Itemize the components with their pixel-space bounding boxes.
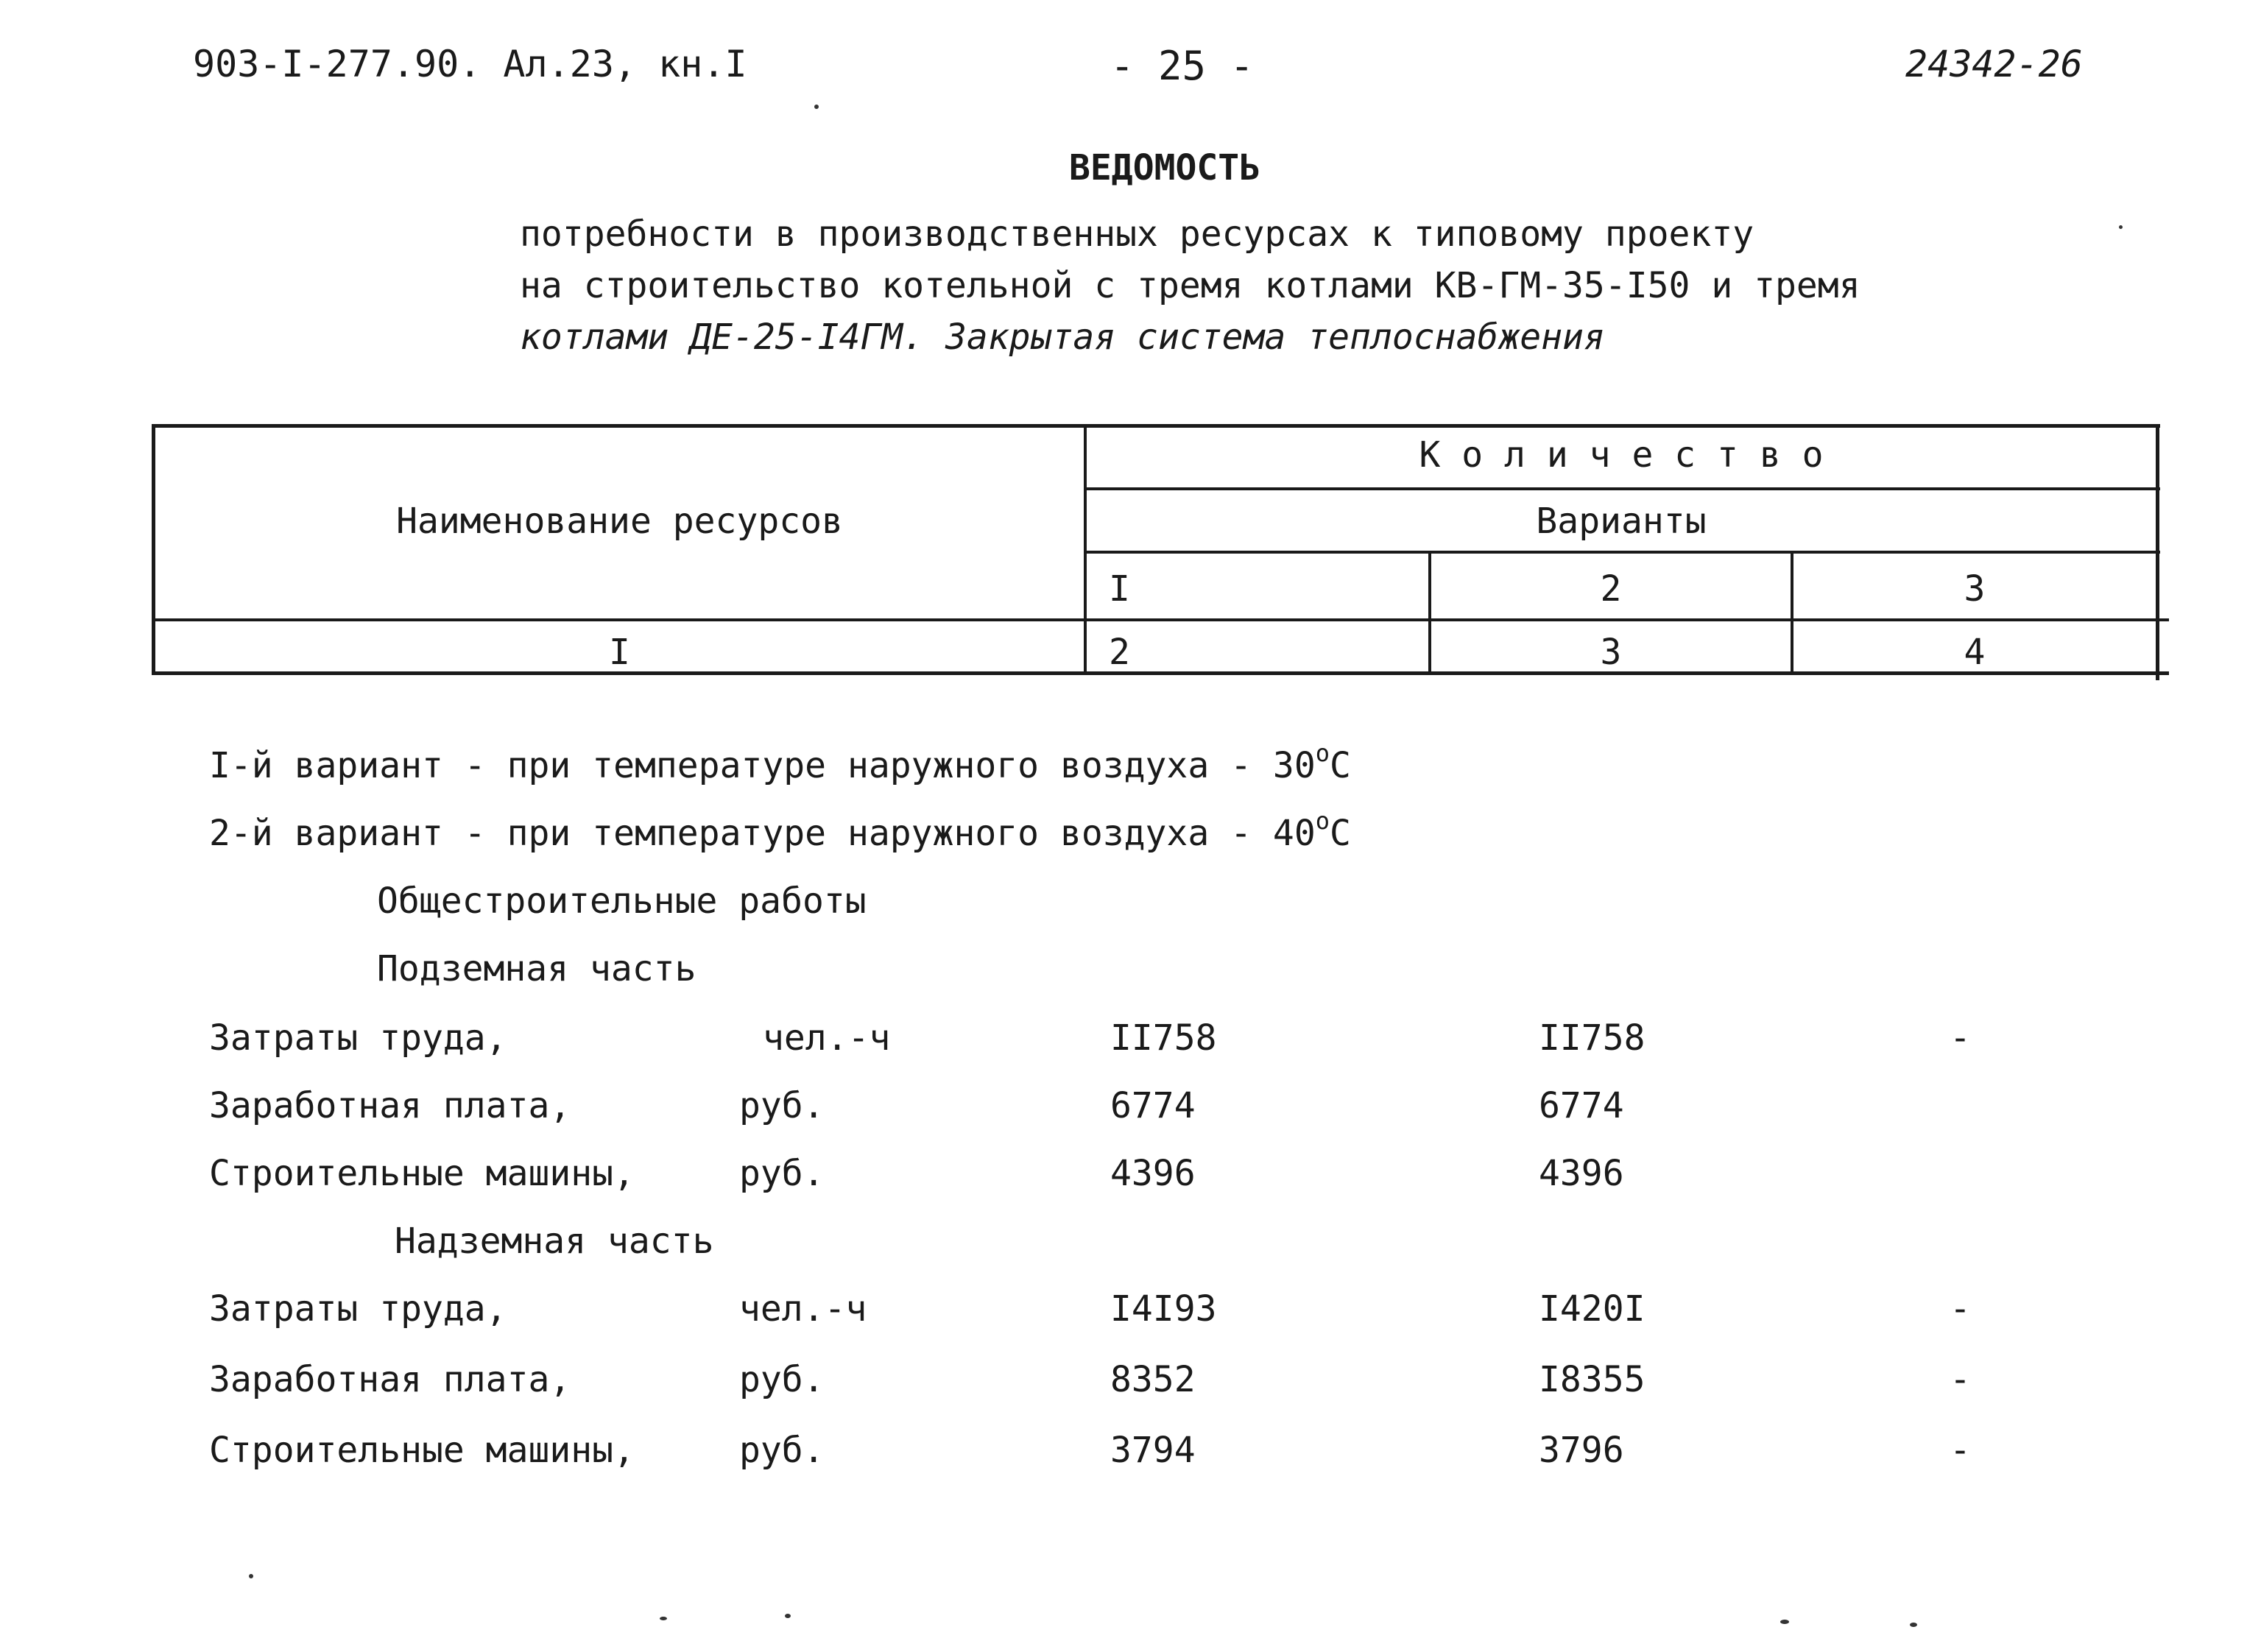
title-line-1: потребности в производственных ресурсах к типовому проекту	[520, 213, 1754, 255]
row-value-variant-1: 6774	[1110, 1085, 1196, 1126]
row-resource-name: Строительные машины,	[209, 1430, 635, 1471]
row-resource-name: Затраты труда,	[209, 1017, 507, 1059]
row-value-variant-1: II758	[1110, 1017, 1217, 1059]
group-title-underground: Подземная часть	[377, 948, 696, 989]
variant-col-2-header: 2	[1600, 568, 1622, 610]
variant-col-1-header: I	[1109, 568, 1130, 610]
scan-speck	[1910, 1623, 1917, 1627]
row-value-variant-3: -	[1950, 1288, 1971, 1330]
row-resource-name: Затраты труда,	[209, 1288, 507, 1330]
row-unit: руб.	[739, 1153, 825, 1194]
resources-table-header	[152, 424, 2160, 680]
row-value-variant-2: II758	[1539, 1017, 1646, 1059]
row-value-variant-3: -	[1950, 1017, 1971, 1059]
row-unit: руб.	[739, 1430, 825, 1471]
row-resource-name: Строительные машины,	[209, 1153, 635, 1194]
title-line-3: котлами ДЕ-25-I4ГМ. Закрытая система теплоснабжения	[520, 317, 1605, 358]
group-title-above-ground: Надземная часть	[395, 1221, 714, 1262]
row-value-variant-2: I8355	[1539, 1359, 1646, 1400]
document-heading: ВЕДОМОСТЬ	[1069, 147, 1261, 188]
variant-note-2: 2-й вариант - при температуре наружного воздуха - 40$^o$C	[209, 807, 1351, 854]
variant-col-3-header: 3	[1964, 568, 1986, 610]
row-unit: чел.-ч	[739, 1288, 867, 1330]
scan-speck	[1780, 1620, 1789, 1624]
col-number-4: 4	[1964, 632, 1986, 673]
row-value-variant-1: 8352	[1110, 1359, 1196, 1400]
scan-speck	[660, 1617, 667, 1620]
variant-note-1: I-й вариант - при температуре наружного воздуха - 30$^o$C	[209, 739, 1351, 786]
row-value-variant-2: 3796	[1539, 1430, 1624, 1471]
row-unit: руб.	[739, 1359, 825, 1400]
inventory-number: 24342-26	[1905, 43, 2083, 85]
row-unit: руб.	[739, 1085, 825, 1126]
col-number-2: 2	[1109, 632, 1130, 673]
page-number: - 25 -	[1110, 43, 1255, 89]
scan-speck	[814, 105, 819, 109]
row-value-variant-3: -	[1950, 1359, 1971, 1400]
col-number-3: 3	[1600, 632, 1622, 673]
row-value-variant-2: 6774	[1539, 1085, 1624, 1126]
row-unit: чел.-ч	[763, 1017, 891, 1059]
section-title: Общестроительные работы	[377, 880, 867, 922]
scan-speck	[2119, 225, 2123, 229]
scan-speck	[249, 1574, 253, 1578]
row-value-variant-1: 3794	[1110, 1430, 1196, 1471]
row-value-variant-1: I4I93	[1110, 1288, 1217, 1330]
row-value-variant-2: I420I	[1539, 1288, 1646, 1330]
quantity-header: К о л и ч е с т в о	[1419, 434, 1824, 476]
column-resource-name-header: Наименование ресурсов	[396, 501, 843, 542]
scan-speck	[785, 1614, 791, 1618]
variants-header: Варианты	[1536, 501, 1707, 542]
row-value-variant-2: 4396	[1539, 1153, 1624, 1194]
title-line-2: на строительство котельной с тремя котлами КВ-ГМ-35-I50 и тремя	[520, 265, 1860, 306]
col-number-1: I	[609, 632, 630, 673]
row-value-variant-3: -	[1950, 1430, 1971, 1471]
document-code: 903-I-277.90. Ал.23, кн.I	[193, 43, 747, 85]
row-resource-name: Заработная плата,	[209, 1359, 571, 1400]
row-value-variant-1: 4396	[1110, 1153, 1196, 1194]
row-resource-name: Заработная плата,	[209, 1085, 571, 1126]
